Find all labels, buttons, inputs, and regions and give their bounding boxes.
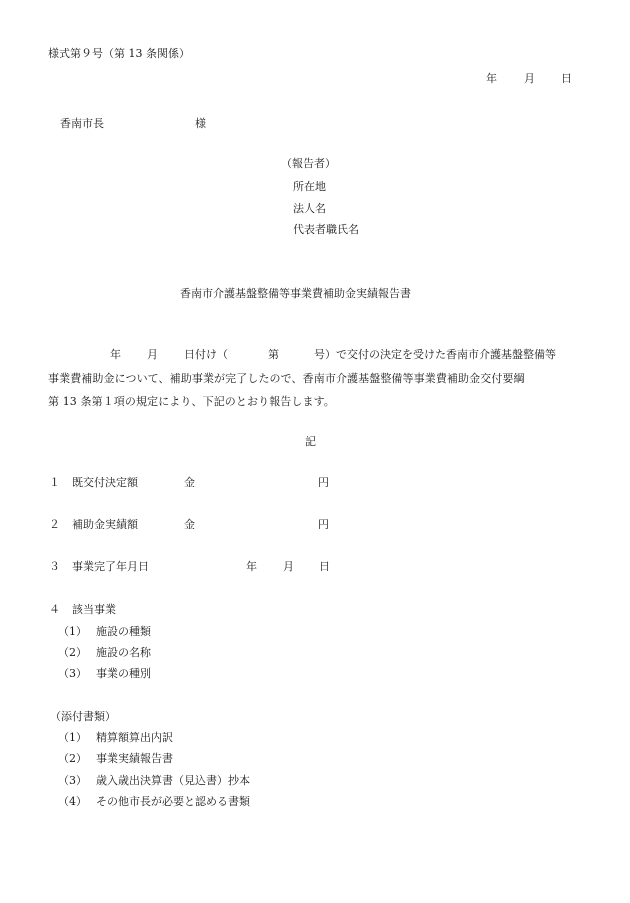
body-year: 年	[110, 348, 121, 361]
body-go: 号）で交付の決定を受けた香南市介護基盤整備等	[314, 348, 556, 361]
body-month: 月	[147, 348, 158, 361]
reporter-corporation-label: 法人名	[293, 202, 326, 215]
attachment-1-label: 精算額算出内訳	[96, 731, 173, 744]
item-1-label: 既交付決定額	[72, 476, 138, 489]
attachment-1-number: （1）	[58, 731, 87, 744]
item-2-kin: 金	[184, 518, 195, 531]
item-4-number: ４	[49, 603, 60, 616]
document-title: 香南市介護基盤整備等事業費補助金実績報告書	[180, 287, 411, 300]
reporter-heading: （報告者）	[281, 157, 336, 170]
body-line-2: 事業費補助金について、補助事業が完了したので、香南市介護基盤整備等事業費補助金交付要綱	[48, 372, 525, 385]
item-4-sub-3-number: （3）	[58, 667, 87, 680]
item-3-number: ３	[49, 560, 60, 573]
item-1-kin: 金	[184, 476, 195, 489]
ki-heading: 記	[305, 435, 316, 448]
date-month: 月	[524, 72, 535, 85]
item-4-sub-2-label: 施設の名称	[96, 646, 151, 659]
attachment-3-label: 歳入歳出決算書（見込書）抄本	[96, 774, 250, 787]
item-4-sub-1-number: （1）	[58, 625, 87, 638]
date-day: 日	[561, 72, 572, 85]
attachment-3-number: （3）	[58, 774, 87, 787]
item-3-label: 事業完了年月日	[72, 560, 149, 573]
item-3-day: 日	[319, 560, 330, 573]
item-4-sub-1-label: 施設の種類	[96, 625, 151, 638]
attachments-heading: （添付書類）	[50, 710, 116, 723]
attachment-2-label: 事業実績報告書	[96, 752, 173, 765]
attachment-4-label: その他市長が必要と認める書類	[96, 795, 250, 808]
attachment-2-number: （2）	[58, 752, 87, 765]
reporter-address-label: 所在地	[293, 180, 326, 193]
date-year: 年	[486, 72, 497, 85]
item-2-number: ２	[49, 518, 60, 531]
addressee-honorific: 様	[195, 117, 206, 130]
form-number: 様式第９号（第 13 条関係）	[48, 47, 190, 60]
item-4-label: 該当事業	[72, 603, 116, 616]
item-1-number: １	[49, 476, 60, 489]
body-line-3: 第 13 条第１項の規定により、下記のとおり報告します。	[48, 395, 335, 408]
body-dated: 日付け（	[184, 348, 228, 361]
item-2-yen: 円	[318, 518, 329, 531]
addressee-mayor: 香南市長	[60, 117, 104, 130]
item-1-yen: 円	[318, 476, 329, 489]
reporter-representative-label: 代表者職氏名	[293, 223, 359, 236]
item-4-sub-2-number: （2）	[58, 646, 87, 659]
item-2-label: 補助金実績額	[72, 518, 138, 531]
body-dai: 第	[268, 348, 279, 361]
item-3-year: 年	[246, 560, 257, 573]
item-4-sub-3-label: 事業の種別	[96, 667, 151, 680]
item-3-month: 月	[283, 560, 294, 573]
attachment-4-number: （4）	[58, 795, 87, 808]
